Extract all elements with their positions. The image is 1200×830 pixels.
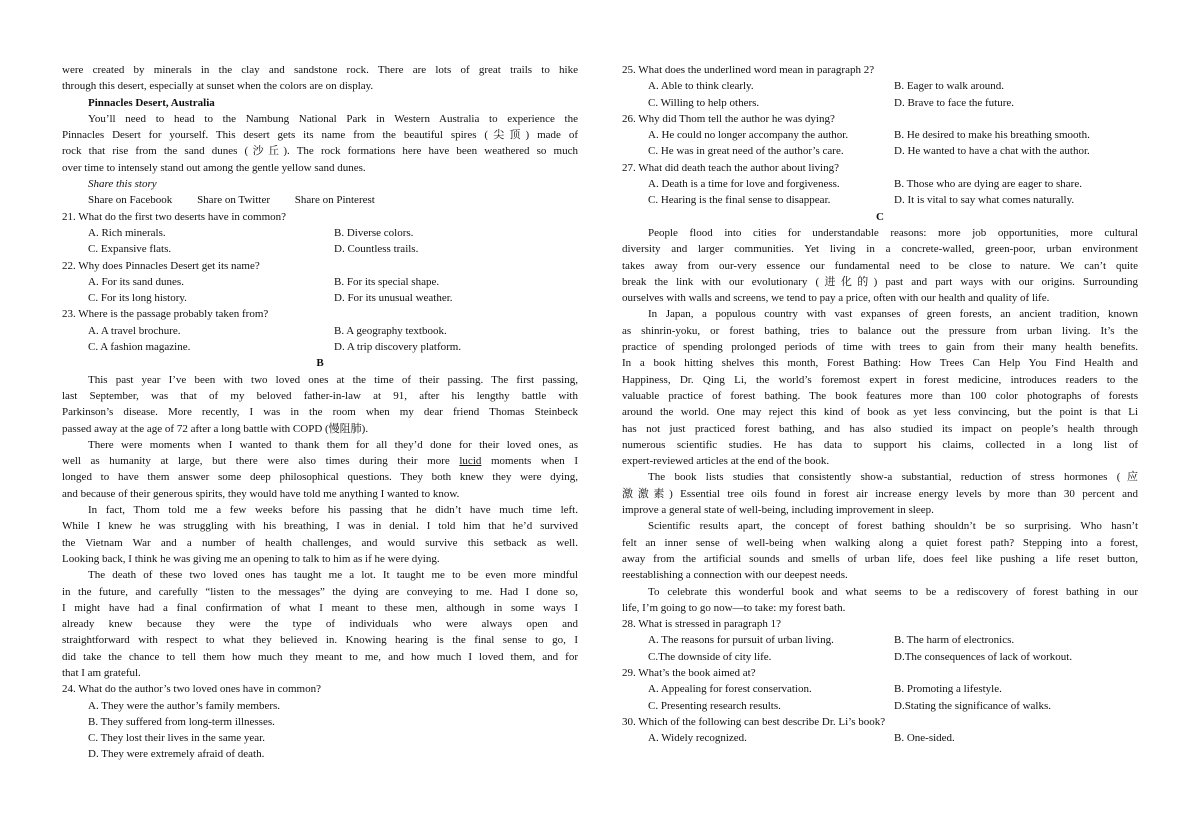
- option: D. A trip discovery platform.: [334, 341, 462, 354]
- right-column: [622, 62, 1138, 746]
- question-option: [62, 730, 578, 746]
- option: A. A travel brochure.: [88, 324, 181, 337]
- text-line: I might have had a final confirmation of what I meant to these men, although in some ways I: [62, 601, 578, 614]
- question-options: [622, 730, 1138, 746]
- text-line: that I am grateful.: [62, 666, 141, 679]
- text-line: Looking back, I think he was giving me an opening to talk to him as if he were dying.: [62, 552, 440, 565]
- option: C. Presenting research results.: [648, 699, 781, 712]
- share-facebook-link: Share on Facebook: [88, 194, 173, 207]
- underlined-word: lucid: [459, 455, 482, 468]
- text-line: life, I’m going to go now—to take: my forest bath.: [622, 601, 846, 614]
- text-line: ourselves with walls and screens, we tend to pay a price, often with our health and quality of life.: [622, 292, 1050, 305]
- question-options: [622, 95, 1138, 111]
- question-options: [622, 681, 1138, 697]
- option: B. For its special shape.: [334, 275, 440, 288]
- option: D. He wanted to have a chat with the author.: [894, 145, 1090, 158]
- option: A. Widely recognized.: [648, 732, 747, 745]
- question-stem: 24. What do the author’s two loved ones have in common?: [62, 683, 321, 696]
- text-line: 激激素) Essential tree oils found in forest air increase energy levels by more than 30 percent and: [622, 487, 1138, 500]
- question-options: [622, 649, 1138, 665]
- text-line: takes away from our-very essence our fundamental need to be close to nature. We can’t quite: [622, 259, 1138, 272]
- text-line: valuable practice of forest bathing. The book features more than 100 color photographs of forests: [622, 389, 1138, 402]
- question-option: [62, 746, 578, 762]
- text-line: diversity and larger communities. Yet living in a concrete-walled, green-poor, urban environment: [622, 243, 1138, 256]
- option: C. A fashion magazine.: [88, 341, 191, 354]
- text-line: and because of their generous spirits, they would have told me anything I wanted to know.: [62, 487, 460, 500]
- question-stem: 27. What did death teach the author about living?: [622, 161, 839, 174]
- text-line: practice of spending prolonged periods of time with trees to gain from their many health benefits.: [622, 341, 1138, 354]
- text-line: improve a general state of well-being, including improvement in sleep.: [622, 504, 934, 517]
- question-stem: 21. What do the first two deserts have in common?: [62, 210, 287, 223]
- option: D. They were extremely afraid of death.: [88, 748, 265, 761]
- question-options: [622, 698, 1138, 714]
- text-line: Scientific results apart, the concept of forest bathing shouldn’t be so surprising. Who hasn’t: [648, 520, 1138, 533]
- text-line: over time to intensely stand out among the gentle yellow sand dunes.: [62, 161, 366, 174]
- option: D.The consequences of lack of workout.: [894, 650, 1073, 663]
- question-options: [622, 192, 1138, 208]
- option: D. Countless trails.: [334, 243, 419, 256]
- option: B. Those who are dying are eager to share.: [894, 178, 1082, 191]
- option: A. He could no longer accompany the author.: [648, 129, 849, 142]
- question-options: [622, 127, 1138, 143]
- option: C. Hearing is the final sense to disappear.: [648, 194, 831, 207]
- option: B. They suffered from long-term illnesses.: [88, 715, 275, 728]
- text-line: Happiness, Dr. Qing Li, the world’s foremost expert in forest medicine, introduces readers to the: [622, 373, 1138, 386]
- text-line: reestablishing a connection with our deepest needs.: [622, 569, 848, 582]
- option: D.Stating the significance of walks.: [894, 699, 1052, 712]
- section-heading-b: B: [316, 357, 324, 370]
- text-line: This past year I’ve been with two loved ones at the time of their passing. The first passing,: [88, 373, 578, 386]
- text-line: break the link with our evolutionary (进化的) past and part ways with our origins. Surrounding: [622, 275, 1138, 288]
- section-title: Pinnacles Desert, Australia: [88, 96, 215, 109]
- question-options: [62, 290, 578, 306]
- option: B. He desired to make his breathing smooth.: [894, 129, 1090, 142]
- option: A. Rich minerals.: [88, 226, 166, 239]
- text-line: There were moments when I wanted to thank them for all they’d done for their loved ones, as: [88, 438, 578, 451]
- question-options: [62, 339, 578, 355]
- question-stem: 23. Where is the passage probably taken from?: [62, 308, 269, 321]
- text-line: away from the artificial sounds and smells of urban life, does feel like pushing a life reset button,: [622, 552, 1138, 565]
- option: A. For its sand dunes.: [88, 275, 184, 288]
- text-line: around the world. One may reject this kind of book as yet less convincing, but the point is that Li: [622, 406, 1138, 419]
- question-options: [62, 274, 578, 290]
- question-options: [62, 225, 578, 241]
- text-line: While I knew he was struggling with his breathing, I was in denial. I told him that he’d survived: [62, 520, 578, 533]
- text-line: were created by minerals in the clay and sandstone rock. There are lots of great trails to hike: [62, 64, 578, 76]
- option: C.The downside of city life.: [648, 650, 772, 663]
- share-links: [62, 192, 578, 208]
- share-pinterest-link: Share on Pinterest: [294, 194, 375, 207]
- text-fragment: moments when I: [481, 455, 578, 468]
- text-line: as shinrin-yoku, or forest bathing, tries to balance out the pressure from urban living. It’s the: [622, 324, 1138, 337]
- text-line: rock that rise from the sand dunes (沙丘). The rock formations here have been weathered so much: [62, 145, 578, 158]
- question-stem: 25. What does the underlined word mean in paragraph 2?: [622, 64, 875, 76]
- text-line: has not just practiced forest bathing, and has also studied its impact on people’s health through: [622, 422, 1138, 435]
- text-line: in the future, and carefully “listen to the messages” the dying are conveying to me. Had I done so,: [62, 585, 578, 598]
- text-line: In Japan, a populous country with vast expanses of green forests, an ancient tradition, known: [648, 308, 1138, 321]
- share-twitter-link: Share on Twitter: [197, 194, 271, 207]
- option: C. For its long history.: [88, 292, 187, 305]
- option: C. Expansive flats.: [88, 243, 172, 256]
- option: C. They lost their lives in the same year.: [88, 732, 265, 745]
- question-stem: 30. Which of the following can best describe Dr. Li’s book?: [622, 715, 886, 728]
- question-options: [622, 632, 1138, 648]
- text-line: In a book hitting shelves this month, Forest Bathing: How Trees Can Help You Find Health and: [622, 357, 1138, 370]
- question-option: [62, 698, 578, 714]
- option: B. Eager to walk around.: [894, 80, 1004, 93]
- option: D. For its unusual weather.: [334, 292, 453, 305]
- text-line: The book lists studies that consistently show-a substantial, reduction of stress hormones (应: [648, 471, 1138, 484]
- option: A. Death is a time for love and forgiveness.: [648, 178, 840, 191]
- text-line: longed to have them answer some deep philosophical questions. They both knew they were dying,: [62, 471, 578, 484]
- option: A. The reasons for pursuit of urban living.: [648, 634, 834, 647]
- question-options: [622, 143, 1138, 159]
- text-line: The death of these two loved ones has taught me a lot. It taught me to be even more mindful: [88, 569, 578, 582]
- question-options: [622, 176, 1138, 192]
- text-line: the Vietnam War and a number of health challenges, and would survive this setback as well.: [62, 536, 578, 549]
- text-line: did take the chance to tell them how much they meant to me, and how much I loved them, and for: [62, 650, 578, 663]
- option: C. Willing to help others.: [648, 96, 760, 109]
- text-line: already knew because they were the type of individuals who were always open and: [62, 618, 578, 631]
- option: A. They were the author’s family members.: [88, 699, 281, 712]
- option: C. He was in great need of the author’s care.: [648, 145, 844, 158]
- text-line: felt an inner sense of well-being when walking along a quiet forest path? Stepping into a forest,: [622, 536, 1138, 549]
- share-label: Share this story: [88, 178, 157, 191]
- text-line: last September, was that of my beloved father-in-law at 91, after his lengthy battle with: [62, 389, 578, 402]
- option: B. The harm of electronics.: [894, 634, 1015, 647]
- option: B. One-sided.: [894, 732, 955, 745]
- option: A. Appealing for forest conservation.: [648, 683, 812, 696]
- text-line: To celebrate this wonderful book and what seems to be a rediscovery of forest bathing in our: [648, 585, 1138, 598]
- question-option: [62, 714, 578, 730]
- option: B. Diverse colors.: [334, 226, 414, 239]
- text-line: [62, 453, 578, 469]
- left-column: [62, 62, 578, 763]
- question-stem: 29. What’s the book aimed at?: [622, 666, 756, 679]
- question-options: [622, 78, 1138, 94]
- option: A. Able to think clearly.: [648, 80, 754, 93]
- option: D. It is vital to say what comes naturally.: [894, 194, 1075, 207]
- text-line: expert-reviewed articles at the end of the book.: [622, 455, 830, 468]
- text-line: You’ll need to head to the Nambung National Park in Western Australia to experience the: [88, 112, 578, 125]
- text-line: through this desert, especially at sunset when the colors are on display.: [62, 80, 374, 93]
- question-stem: 22. Why does Pinnacles Desert get its name?: [62, 259, 260, 272]
- question-stem: 28. What is stressed in paragraph 1?: [622, 618, 781, 631]
- question-options: [62, 241, 578, 257]
- text-line: straightforward with respect to what they believed in. Knowing hearing is the final sense to go, I: [62, 634, 578, 647]
- question-options: [62, 323, 578, 339]
- question-stem: 26. Why did Thom tell the author he was dying?: [622, 112, 835, 125]
- option: D. Brave to face the future.: [894, 96, 1015, 109]
- text-line: People flood into cities for understandable reasons: more job opportunities, more cultural: [648, 226, 1138, 239]
- text-line: numerous scientific studies. He has data to support his claims, collected in a long list of: [622, 438, 1138, 451]
- option: B. A geography textbook.: [334, 324, 447, 337]
- text-fragment: well as humanity at large, but there were also times during their more: [62, 455, 460, 468]
- section-heading-c: C: [876, 210, 884, 223]
- option: B. Promoting a lifestyle.: [894, 683, 1002, 696]
- text-line: In fact, Thom told me a few weeks before his passing that he didn’t have much time left.: [88, 504, 578, 517]
- text-line: Parkinson’s disease. More recently, I was in the room when my dear friend Thomas Steinbeck: [62, 406, 578, 419]
- text-line: passed away at the age of 72 after a long battle with COPD (慢阻肺).: [62, 422, 369, 435]
- text-line: Pinnacles Desert for yourself. This desert gets its name from the beautiful spires (尖顶) made of: [62, 129, 578, 142]
